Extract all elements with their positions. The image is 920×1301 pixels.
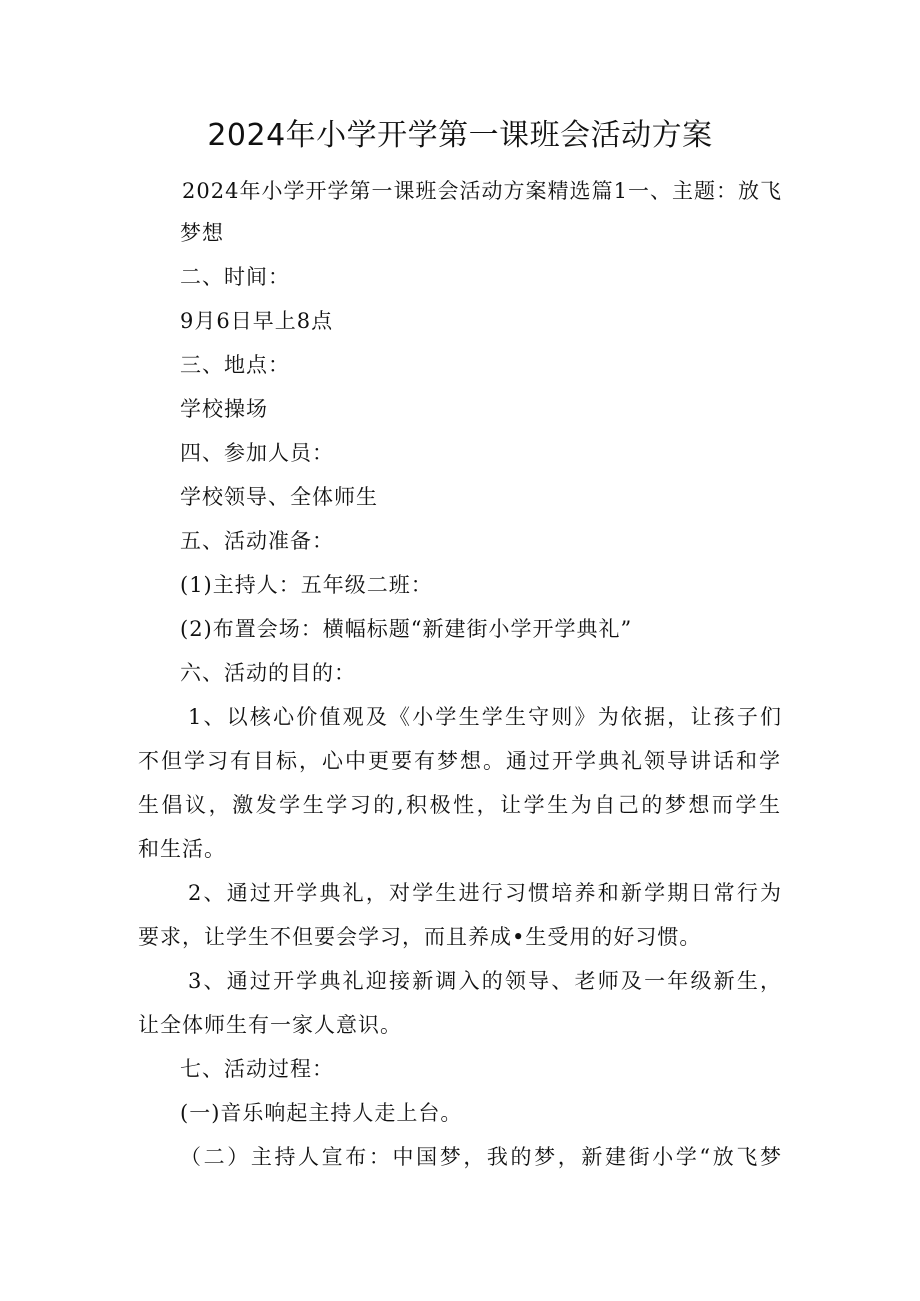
paragraph-line: 2024年小学开学第一课班会活动方案精选篇1一、主题：放飞: [182, 179, 782, 203]
paragraph-line: (一)音乐响起主持人走上台。: [180, 1101, 463, 1125]
paragraph-line: （二）主持人宣布：中国梦，我的梦，新建街小学“放飞梦: [180, 1145, 782, 1169]
paragraph-line: 1、以核心价值观及《小学生学生守则》为依据，让孩子们: [188, 705, 782, 729]
paragraph-line: 生倡议，激发学生学习的,积极性，让学生为自己的梦想而学生: [138, 793, 781, 817]
section-heading: 七、活动过程：: [180, 1057, 334, 1081]
paragraph-line: 3、通过开学典礼迎接新调入的领导、老师及一年级新生，: [188, 969, 782, 993]
paragraph-line: 不但学习有目标，心中更要有梦想。通过开学典礼领导讲话和学: [138, 749, 781, 773]
document-title: 2024年小学开学第一课班会活动方案: [207, 118, 713, 153]
paragraph-line: 梦想: [180, 221, 224, 245]
section-heading: 二、时间：: [180, 265, 290, 289]
paragraph-line: 2、通过开学典礼，对学生进行习惯培养和新学期日常行为: [188, 881, 782, 905]
paragraph-line: 让全体师生有一家人意识。: [138, 1013, 402, 1037]
paragraph-line: (2)布置会场：横幅标题“新建街小学开学典礼”: [180, 617, 633, 641]
paragraph-line: 9月6日早上8点: [180, 309, 334, 333]
paragraph-line: 要求，让学生不但要会学习，而且养成•生受用的好习惯。: [138, 925, 702, 949]
section-heading: 五、活动准备：: [180, 529, 334, 553]
section-heading: 四、参加人员：: [180, 441, 334, 465]
paragraph-line: 学校领导、全体师生: [180, 485, 378, 509]
paragraph-line: 和生活。: [138, 837, 226, 861]
section-heading: 六、活动的目的：: [180, 661, 356, 685]
paragraph-line: (1)主持人：五年级二班：: [180, 573, 433, 597]
section-heading: 三、地点：: [180, 353, 290, 377]
paragraph-line: 学校操场: [180, 397, 268, 421]
